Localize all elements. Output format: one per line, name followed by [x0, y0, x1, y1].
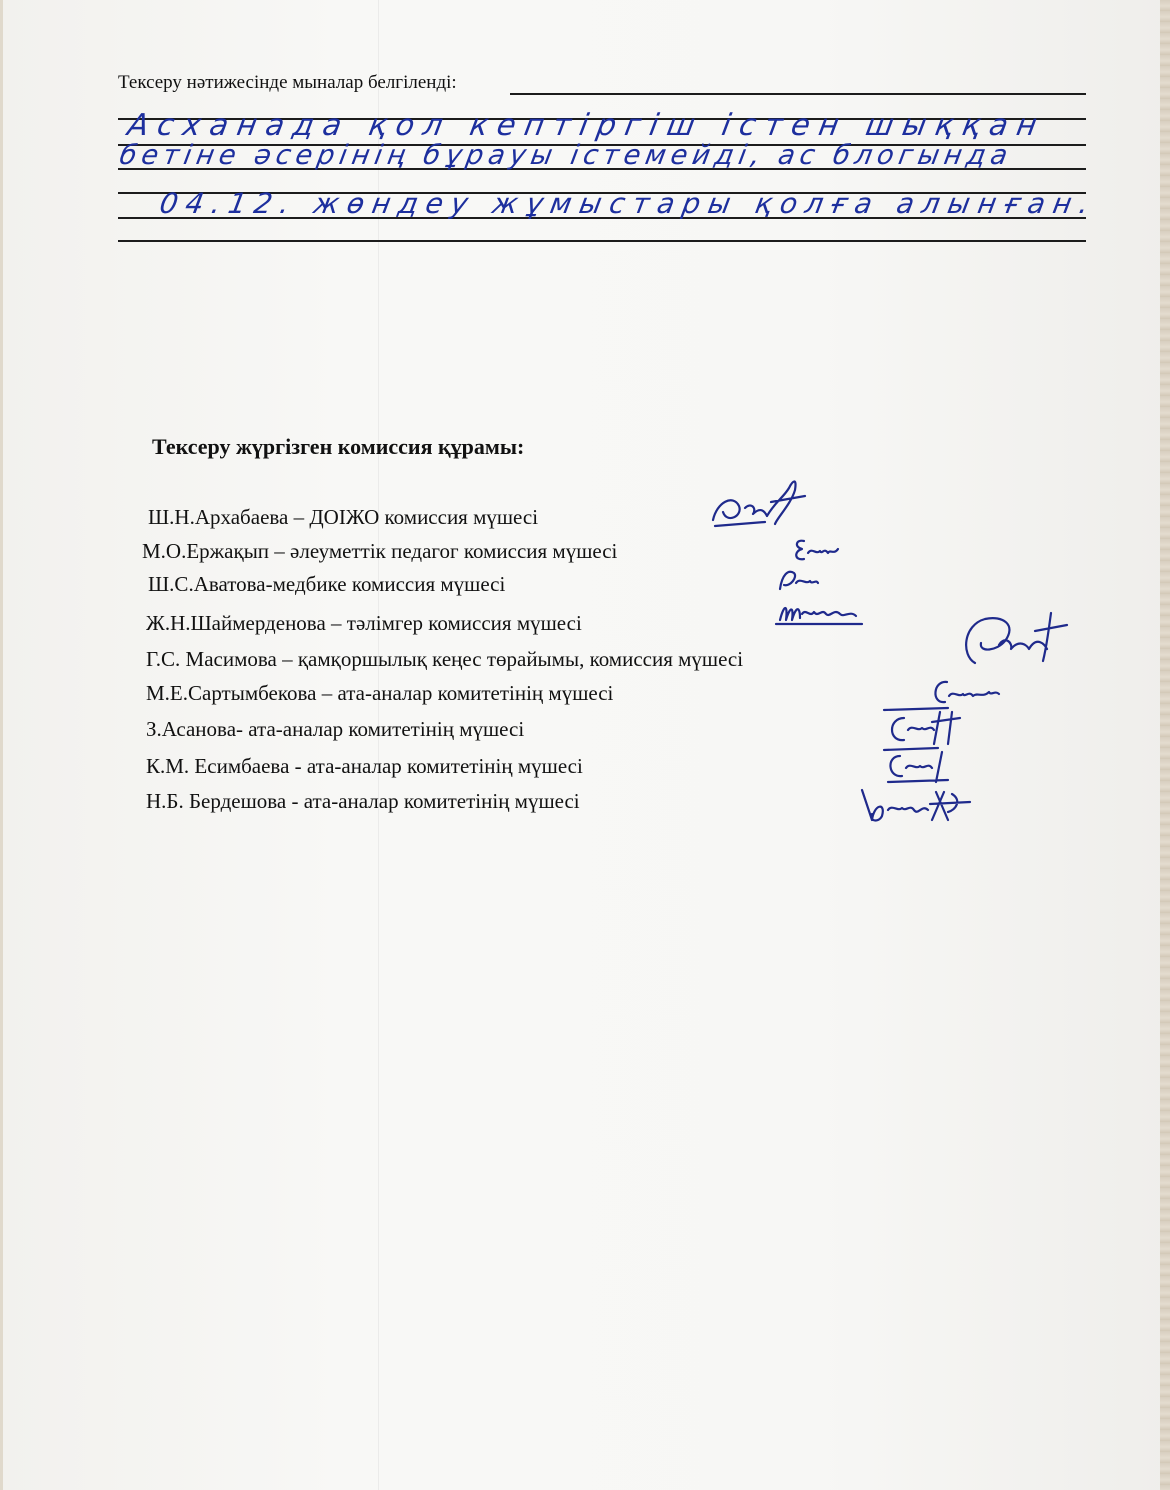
signature-mark	[852, 780, 982, 830]
signature-mark	[705, 472, 820, 532]
commission-member: Ш.Н.Архабаева – ДОІЖО комиссия мүшесі	[148, 505, 539, 529]
handwritten-note-line: бетіне әсерінің бұрауы істемейді, ас блогында	[117, 140, 1015, 171]
signature-mark	[790, 533, 850, 565]
findings-label: Тексеру нәтижесінде мыналар белгіленді:	[118, 72, 457, 93]
handwritten-note-line: 04.12. жөндеу жұмыстары қолға алынған.	[157, 187, 1100, 220]
commission-member: Ж.Н.Шаймерденова – тәлімгер комиссия мүшесі	[146, 611, 582, 635]
commission-member: Ш.С.Аватова-медбике комиссия мүшесі	[148, 572, 506, 596]
writing-rule	[510, 93, 1086, 95]
commission-member: Н.Б. Бердешова - ата-аналар комитетінің мүшесі	[146, 789, 580, 813]
commission-title: Тексеру жүргізген комиссия құрамы:	[152, 434, 525, 459]
signature-mark	[955, 605, 1075, 675]
paper-left-edge	[0, 0, 3, 1490]
commission-member: М.О.Ержақып – әлеуметтік педагог комиссия мүшесі	[142, 539, 618, 563]
writing-rule	[118, 240, 1086, 242]
handwritten-note-line: Асханада қол кептіргіш істен шыққан	[124, 108, 1049, 143]
signature-mark	[772, 565, 822, 595]
commission-member: М.Е.Сартымбекова – ата-аналар комитетінің мүшесі	[146, 681, 614, 705]
paper-fold	[378, 0, 379, 1490]
commission-member: К.М. Есимбаева - ата-аналар комитетінің мүшесі	[146, 754, 583, 778]
paper-right-edge	[1160, 0, 1170, 1490]
signature-mark	[770, 596, 870, 630]
commission-member: Г.С. Масимова – қамқоршылық кеңес төрайымы, комиссия мүшесі	[146, 647, 744, 671]
commission-member: З.Асанова- ата-аналар комитетінің мүшесі	[146, 717, 525, 741]
